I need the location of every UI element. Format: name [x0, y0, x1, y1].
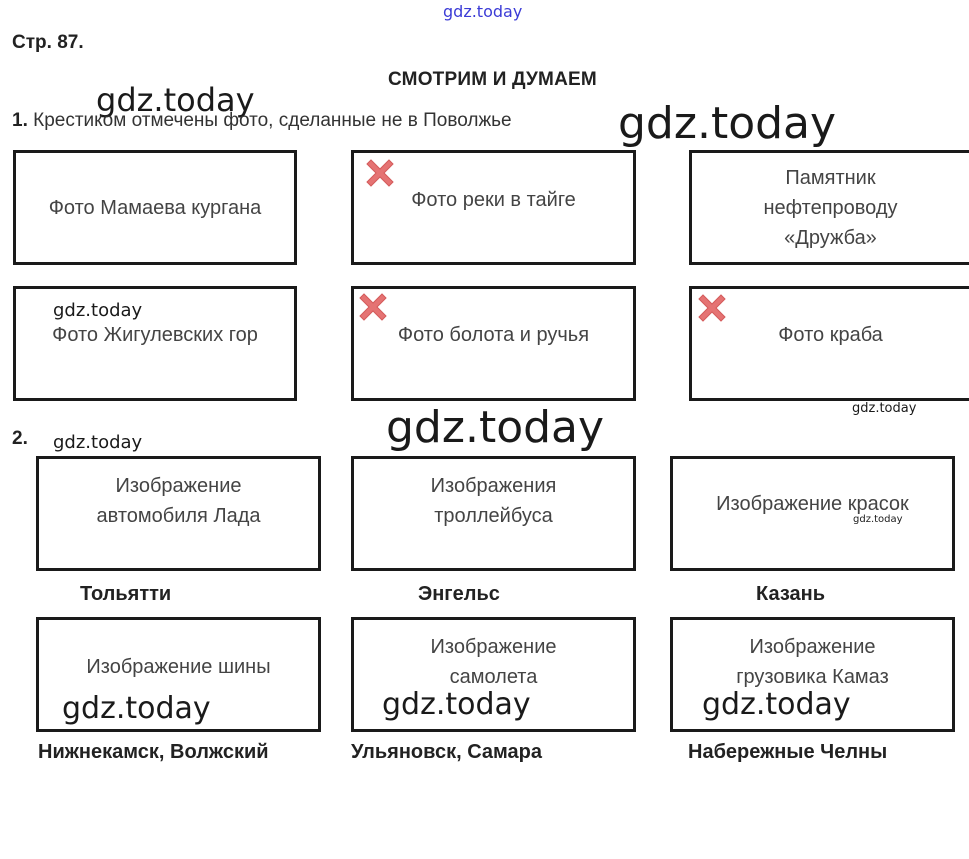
watermark: gdz.today — [853, 514, 903, 525]
watermark: gdz.today — [382, 687, 531, 722]
photo-card — [689, 286, 969, 401]
image-label: Изображение автомобиля Лада — [96, 475, 261, 527]
city-label: Нижнекамск, Волжский — [38, 741, 269, 763]
cross-mark-icon — [356, 290, 390, 324]
watermark: gdz.today — [386, 402, 605, 453]
watermark-top: gdz.today — [443, 2, 523, 21]
image-label: Изображение красок — [716, 492, 909, 515]
watermark: gdz.today — [852, 401, 917, 416]
photo-card — [13, 286, 297, 401]
city-label: Набережные Челны — [688, 741, 888, 763]
photo-label: Фото реки в тайге — [411, 189, 576, 211]
image-card — [351, 617, 636, 732]
image-card — [670, 456, 955, 571]
image-card — [351, 456, 636, 571]
photo-label: Фото болота и ручья — [397, 323, 590, 346]
watermark: gdz.today — [62, 691, 211, 726]
watermark: gdz.today — [618, 98, 837, 149]
task-2-number: 2. — [12, 428, 28, 449]
photo-card — [351, 286, 636, 401]
task-1-text: Крестиком отмечены фото, сделанные не в Поволжье — [33, 110, 512, 131]
cross-mark-icon — [695, 291, 729, 325]
city-label: Тольятти — [80, 583, 172, 605]
task-1-heading — [12, 110, 512, 132]
image-card — [36, 456, 321, 571]
photo-card — [689, 150, 969, 265]
photo-label: Памятник нефтепроводу «Дружба» — [763, 166, 898, 249]
image-label: Изображения троллейбуса — [430, 475, 557, 527]
photo-label: Фото Жигулевских гор — [52, 323, 258, 346]
city-label: Казань — [756, 583, 825, 605]
photo-label: Фото Мамаева кургана — [48, 196, 262, 219]
image-label: Изображение грузовика Камаз — [736, 636, 889, 688]
image-label: Изображение шины — [86, 655, 271, 678]
photo-label: Фото краба — [778, 323, 883, 346]
cross-mark-icon — [363, 156, 397, 190]
photo-card — [13, 150, 297, 265]
task-1-number: 1. — [12, 110, 28, 131]
watermark: gdz.today — [53, 300, 143, 321]
section-title: СМОТРИМ И ДУМАЕМ — [388, 69, 597, 90]
image-label: Изображение самолета — [430, 636, 557, 688]
city-label: Ульяновск, Самара — [351, 741, 542, 763]
image-card — [36, 617, 321, 732]
watermark: gdz.today — [96, 81, 255, 119]
image-card — [670, 617, 955, 732]
watermark: gdz.today — [53, 432, 143, 453]
page-number: Стр. 87. — [12, 32, 84, 53]
watermark: gdz.today — [702, 687, 851, 722]
city-label: Энгельс — [418, 583, 500, 605]
